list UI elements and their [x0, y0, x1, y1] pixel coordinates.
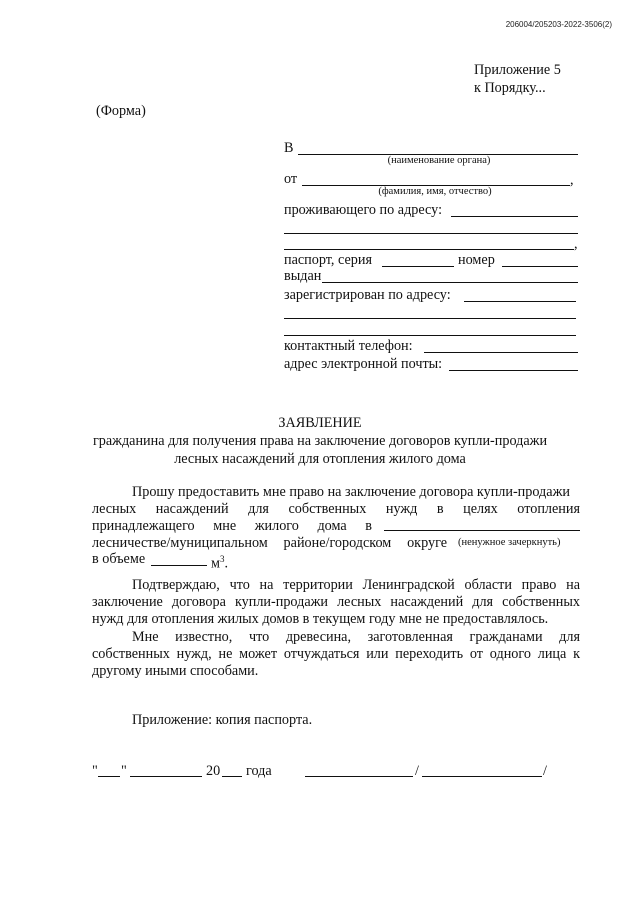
- address-field-1[interactable]: [451, 216, 578, 217]
- issued-field[interactable]: [322, 282, 578, 283]
- date-day-field[interactable]: [98, 776, 120, 777]
- date-month-field[interactable]: [130, 776, 202, 777]
- from-prefix: от: [284, 171, 298, 187]
- signature-name-field[interactable]: [422, 776, 542, 777]
- registered-field-3[interactable]: [284, 335, 576, 336]
- issued-label: выдан: [284, 268, 322, 284]
- date-quote-close: ": [121, 763, 127, 779]
- p1-line4-note: (ненужное зачеркнуть): [458, 537, 561, 548]
- date-quote-open: ": [92, 763, 98, 779]
- to-prefix: В: [284, 140, 294, 156]
- from-name-caption: (фамилия, имя, отчество): [378, 186, 492, 197]
- registered-label: зарегистрирован по адресу:: [284, 287, 451, 303]
- phone-field[interactable]: [424, 352, 578, 353]
- address-field-2[interactable]: [284, 233, 578, 234]
- passport-number-field[interactable]: [502, 266, 578, 267]
- document-id: 206004/205203-2022-3506(2): [505, 20, 612, 29]
- title-main: ЗАЯВЛЕНИЕ: [278, 415, 362, 431]
- passport-series-label: паспорт, серия: [284, 252, 372, 268]
- volume-unit: $м^3$.: [211, 554, 229, 572]
- p1-line5-prefix: в объеме: [92, 551, 146, 567]
- appendix-line1: Приложение 5: [474, 62, 561, 78]
- form-label: (Форма): [96, 103, 146, 119]
- signature-slash-2: /: [543, 763, 547, 779]
- passport-number-label: номер: [458, 252, 495, 268]
- appendix-line2: к Порядку...: [474, 80, 546, 96]
- volume-field[interactable]: [151, 565, 207, 566]
- from-suffix: ,: [570, 172, 574, 188]
- to-organ-caption: (наименование органа): [387, 155, 491, 166]
- address-label: проживающего по адресу:: [284, 202, 443, 218]
- address-comma: ,: [574, 236, 578, 252]
- email-label: адрес электронной почты:: [284, 356, 443, 372]
- registered-field-1[interactable]: [464, 301, 576, 302]
- signature-slash-1: /: [415, 763, 419, 779]
- date-year-prefix: 20: [206, 763, 221, 779]
- registered-field-2[interactable]: [284, 318, 576, 319]
- passport-series-field[interactable]: [382, 266, 454, 267]
- p1-line3: принадлежащего мне жилого дома в: [92, 518, 372, 534]
- paragraph-confirm: Подтверждаю, что на территории Ленинградской области право на заключение договора купли-продажи лесных насаждений для собственных нужд для отопления жилых домов в текущем году мне не предоставлялось.: [92, 577, 580, 628]
- p1-line4-text: лесничестве/муниципальном районе/городском округе: [92, 535, 447, 551]
- signature-field[interactable]: [305, 776, 413, 777]
- phone-label: контактный телефон:: [284, 338, 413, 354]
- p1-line2: лесных насаждений для собственных нужд в целях отопления: [92, 501, 580, 517]
- email-field[interactable]: [449, 370, 578, 371]
- title-line1: гражданина для получения права на заключение договоров купли-продажи: [92, 433, 548, 449]
- address-field-3[interactable]: [284, 249, 574, 250]
- title-line2: лесных насаждений для отопления жилого дома: [174, 451, 466, 467]
- p1-line1: Прошу предоставить мне право на заключение договора купли-продажи: [132, 484, 570, 500]
- paragraph-aware: Мне известно, что древесина, заготовленная гражданами для собственных нужд, не может отчуждаться или переходить от одного лица к другому иными способами.: [92, 629, 580, 680]
- forestry-field[interactable]: [384, 530, 580, 531]
- date-year-field[interactable]: [222, 776, 242, 777]
- date-year-suffix: года: [246, 763, 272, 779]
- attachment-note: Приложение: копия паспорта.: [132, 712, 313, 728]
